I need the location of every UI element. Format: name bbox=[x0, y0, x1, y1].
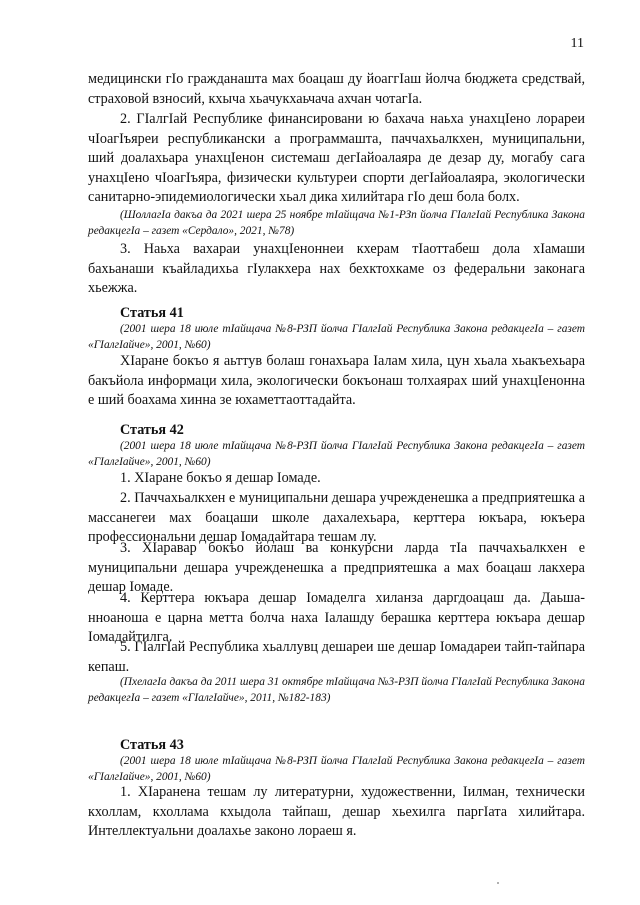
paragraph-article-40-part-3: 3. Наьха вахараи унахцIеноннеи кхерам тIаоттабеш дола хIамаши бахьанаши къайладихьа гIулакхера нах бехктохкаме оз федеральни законага хьежжа. bbox=[88, 241, 585, 296]
amendment-note-article-41: (2001 шера 18 июле тIайщача №8-РЗП йолча ГIалгIай Республика Закона редакцегIа – газет «ГIалгIайче», 2001, №60) bbox=[88, 323, 585, 351]
page-number: 11 bbox=[570, 36, 584, 51]
amendment-note-article-42: (2001 шера 18 июле тIайщача №8-РЗП йолча ГIалгIай Республика Закона редакцегIа – газет «ГIалгIайче», 2001, №60) bbox=[88, 440, 585, 468]
paragraph-article-40-part-2: 2. ГIалгIай Республике финансировани ю бахача наьха унахцIено лорареи чIоагIъяреи республикански а программашта, паччахьалкхен, муниципальни, ший доалахьара унахцIенон системаш дегIайоалаяра де дезар ду, могабу сага унахцIено чIоагIъяра, физически культуреи спорти дегIайоалаяра, экологически санитарно-эпидемиологически хьал дика хилийтара гIо деш бола болх. bbox=[88, 111, 585, 205]
paragraph-continued: медицински гIо гражданашта мах боацаш ду йоаггIаш йолча бюджета средствай, страховой взносий, кхыча хьачукхаьчача ахчан чотагIа. bbox=[88, 71, 585, 107]
amendment-note-article-40: (ШоллагIа дакъа да 2021 шера 25 ноябре тIайщача №1-РЗп йолча ГIалгIай Республика Закона редакцегIа – газет «Сердало», 2021, №78) bbox=[88, 209, 585, 237]
paragraph-article-43-part-1: 1. ХIаранена тешам лу литературни, художественни, Iилман, технически кхоллам, кхоллама кхыдола тайпаш, дешар хьехилга паргIата хилийтара. Интеллектуальни доалахье законо лораеш я. bbox=[88, 784, 585, 839]
paragraph-article-42-part-4: 4. Керттера юкъара дешар Iомаделга хиланза даргдоацаш да. Даьша-нноаноша е царна метта болча наха Iалашду берашка керттера юкъара дешар Iомадайтилга. bbox=[88, 590, 585, 645]
heading-article-43: Статья 43 bbox=[120, 737, 184, 753]
paragraph-article-42-part-1: 1. ХIаране бокъо я дешар Iомаде. bbox=[120, 470, 321, 486]
paragraph-article-41: ХIаране бокъо я аьттув болаш гонахьара Iалам хила, цун хьала хьакъехьара бакъйола информаци хила, экологически бокъонаш толхаярах ший унахцIенонна е ший боахама хинна зе юхаметтаоттадайта. bbox=[88, 353, 585, 408]
scan-speck bbox=[497, 882, 499, 884]
paragraph-article-42-part-3: 3. ХIаравар бокъо йолаш ва конкурсни ларда тIа паччахьалкхен е муниципальни дешара учрежденешка а предприятешка а мах боацаш лакхера дешар Iомаде. bbox=[88, 540, 585, 595]
amendment-note-article-42-part-5: (ПхелагIа дакъа да 2011 шера 31 октябре тIайщача №3-РЗП йолча ГIалгIай Республика Закона редакцегIа – газет «ГIалгIайче», 2011, №182-183) bbox=[88, 676, 585, 704]
amendment-note-article-43: (2001 шера 18 июле тIайщача №8-РЗП йолча ГIалгIай Республика Закона редакцегIа – газет «ГIалгIайче», 2001, №60) bbox=[88, 755, 585, 783]
heading-article-42: Статья 42 bbox=[120, 422, 184, 438]
paragraph-article-42-part-5: 5. ГIалгIай Республика хьаллувц дешареи ше дешар Iомадареи тайп-тайпара кепаш. bbox=[88, 639, 585, 675]
paragraph-article-42-part-2: 2. Паччахьалкхен е муниципальни дешара учрежденешка а предприятешка а массанегеи мах боацаши школе дахалехьара, керттера юкъара, юкъера профессиональни дешар Iомадайтара тешам лу. bbox=[88, 490, 585, 545]
heading-article-41: Статья 41 bbox=[120, 305, 184, 321]
